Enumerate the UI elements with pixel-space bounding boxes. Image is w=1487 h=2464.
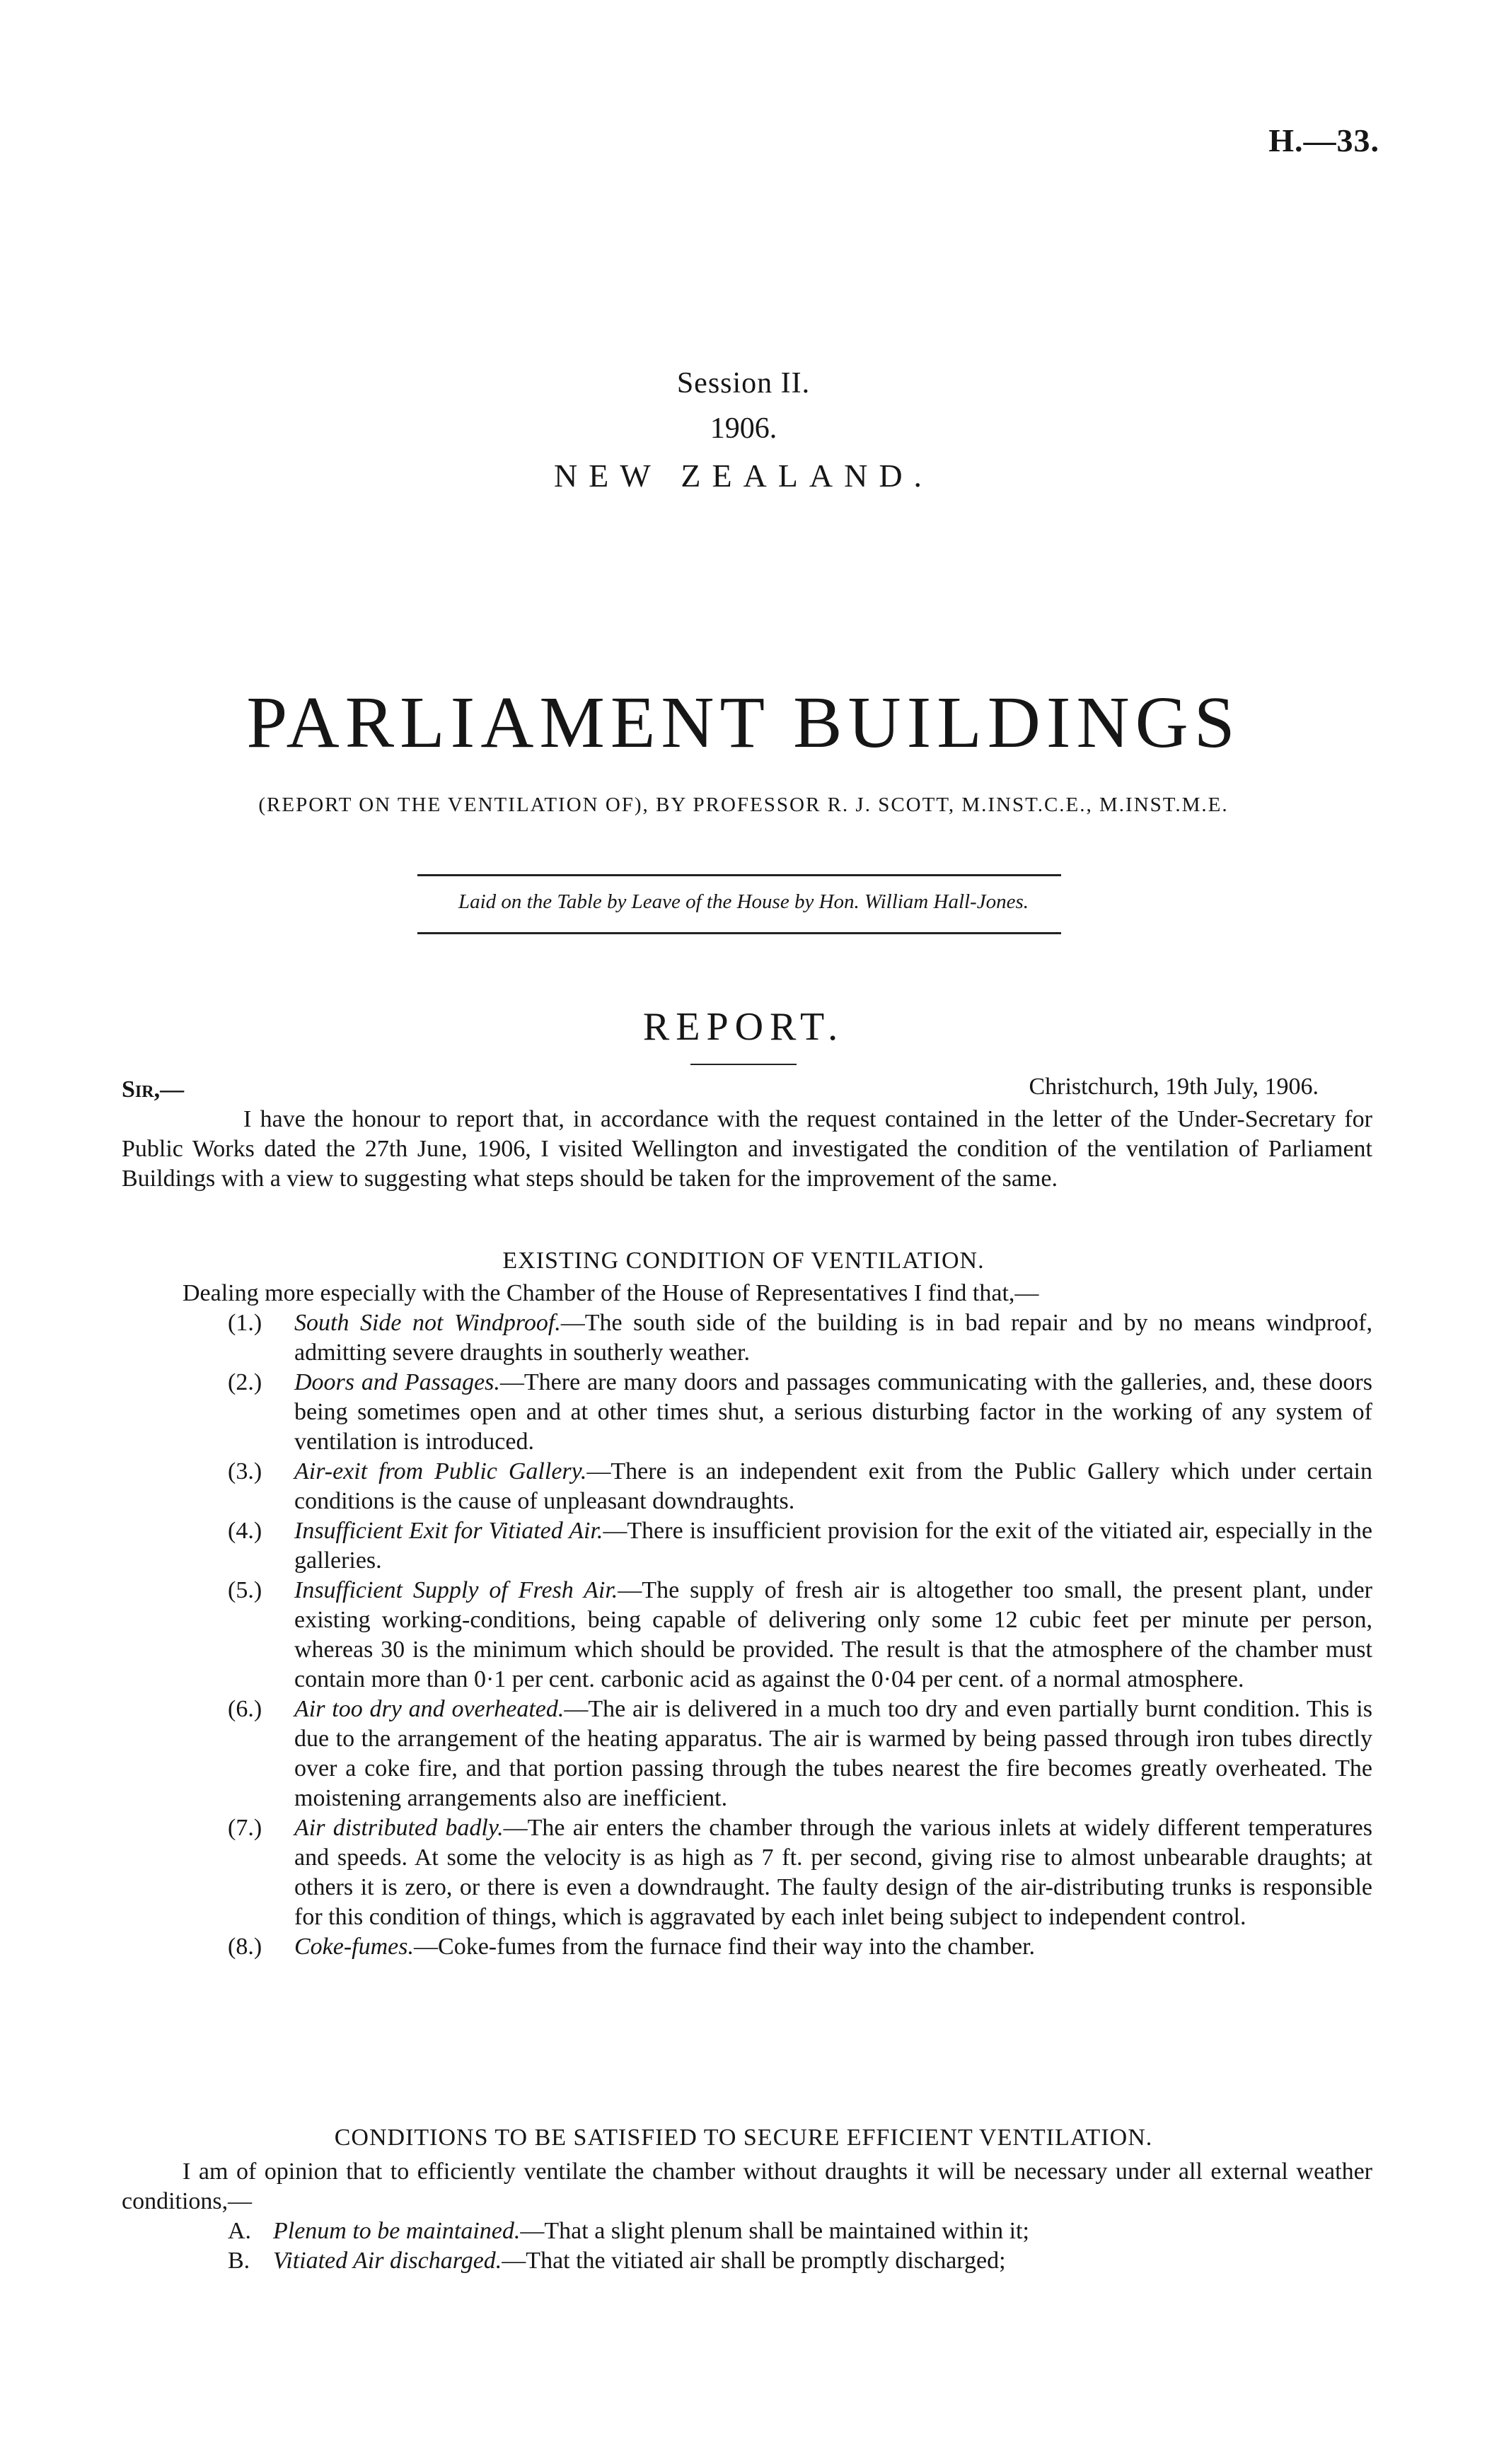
list-item [228,2216,1372,2246]
item-number: (4.) [228,1518,262,1544]
section-lead-efficient-ventilation: I am of opinion that to efficiently ventilate the chamber without draughts it will be necessary under all external weather conditions,— [122,2158,1372,2214]
intro-paragraph: I have the honour to report that, in accordance with the request contained in the letter of the Under-Secretary for Public Works dated the 27th June, 1906, I visited Wellington and investigated the condition of the ventilation of Parliament Buildings with a view to suggesting what steps should be taken for the improvement of the same. [122,1106,1372,1192]
item-text: —There is an independent exit from the Public Gallery which under certain conditions is the cause of unpleasant downdraughts. [294,1458,1373,1514]
item-text: —There is insufficient provision for the exit of the vitiated air, especially in the galleries. [294,1518,1372,1574]
item-number: (6.) [228,1696,262,1722]
item-text: —The south side of the building is in bad repair and by no means windproof, admitting severe draughts in southerly weather. [294,1310,1372,1366]
item-letter: A. [228,2218,252,2244]
list-item [228,1516,1372,1576]
item-text: —The air is delivered in a much too dry and even partially burnt condition. This is due to the arrangement of the heating apparatus. The air is warmed by being passed through iron tubes directly over a coke fire, and that portion passing through the tubes nearest the fire becomes greatly overheated. The moistening arrangements also are inefficient. [294,1696,1372,1811]
session-line: Session II. [676,367,811,400]
item-number: (5.) [228,1577,262,1603]
top-rule [417,874,1061,876]
list-item [228,2246,1372,2276]
page-reference: H.—33. [1268,122,1379,158]
list-item [228,1576,1372,1695]
item-title: Air-exit from Public Gallery. [294,1458,587,1484]
document-title: PARLIAMENT BUILDINGS [246,682,1241,763]
item-title: Vitiated Air discharged. [273,2248,502,2274]
item-title: Coke-fumes. [294,1934,415,1960]
conditions-list [228,1308,1372,1962]
item-title: Doors and Passages. [294,1369,500,1395]
section-lead-existing-condition: Dealing more especially with the Chamber of the House of Representatives I find that,— [183,1280,1039,1306]
bottom-rule [417,932,1061,934]
list-item [228,1457,1372,1516]
item-text: —The air enters the chamber through the various inlets at widely different temperatures and speeds. At some the velocity is as high as 7 ft. per second, giving rise to almost unbearable draughts; at others it is zero, or there is even a downdraught. The faulty design of the air-distributing trunks is responsible for this condition of things, which is aggravated by each inlet being subject to independent control. [294,1815,1372,1930]
item-text: —The supply of fresh air is altogether too small, the present plant, under existing working-conditions, being capable of delivering only some 12 cubic feet per minute per person, whereas 30 is the minimum which should be provided. The result is that the atmosphere of the chamber must contain more than 0·1 per cent. carbonic acid as against the 0·04 per cent. of a normal atmosphere. [294,1577,1372,1692]
item-text: —There are many doors and passages communicating with the galleries, and, these doors being sometimes open and at other times shut, a serious disturbing factor in the working of any system of ventilation is introduced. [294,1369,1372,1455]
report-underline [690,1064,797,1065]
section-heading-efficient-ventilation: CONDITIONS TO BE SATISFIED TO SECURE EFFICIENT VENTILATION. [334,2125,1153,2151]
report-heading: REPORT. [642,1005,845,1049]
list-item [228,1308,1372,1368]
year-line: 1906. [710,412,777,445]
item-number: (2.) [228,1369,262,1395]
list-item [228,1932,1372,1962]
item-number: (3.) [228,1458,262,1484]
list-item [228,1368,1372,1457]
laid-on-table-line: Laid on the Table by Leave of the House by Hon. William Hall-Jones. [458,890,1029,913]
place-date: Christchurch, 19th July, 1906. [1029,1074,1319,1100]
item-title: Insufficient Supply of Fresh Air. [294,1577,618,1603]
requirements-list [228,2216,1372,2276]
country-line: NEW ZEALAND. [553,458,934,494]
item-number: (7.) [228,1815,262,1841]
item-text: —Coke-fumes from the furnace find their way into the chamber. [414,1934,1036,1960]
item-number: (1.) [228,1310,262,1336]
section-heading-existing-condition: EXISTING CONDITION OF VENTILATION. [502,1248,985,1274]
item-text: —That a slight plenum shall be maintained within it; [520,2218,1029,2244]
item-text: —That the vitiated air shall be promptly discharged; [502,2248,1006,2274]
item-number: (8.) [228,1934,262,1960]
item-title: Air distributed badly. [294,1815,504,1841]
item-title: South Side not Windproof. [294,1310,561,1336]
list-item [228,1813,1372,1932]
item-title: Plenum to be maintained. [273,2218,521,2244]
salutation: Sir,— [122,1076,185,1103]
item-title: Insufficient Exit for Vitiated Air. [294,1518,603,1544]
document-subtitle: (REPORT ON THE VENTILATION OF), BY PROFESSOR R. J. SCOTT, M.INST.C.E., M.INST.M.E. [258,794,1229,816]
item-letter: B. [228,2248,250,2274]
item-title: Air too dry and overheated. [294,1696,565,1722]
list-item [228,1695,1372,1813]
